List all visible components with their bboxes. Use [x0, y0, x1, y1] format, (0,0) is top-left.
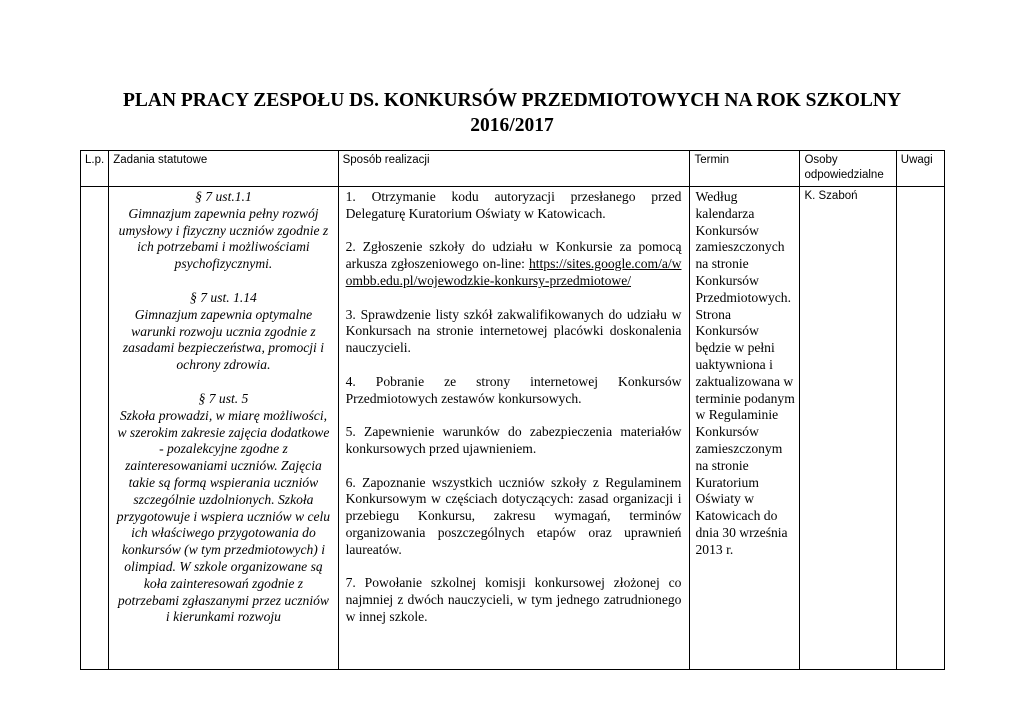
- statute-ref: § 7 ust.1.1: [195, 189, 252, 204]
- statute-text: Szkoła prowadzi, w miarę możliwości, w szerokim zakresie zajęcia dodatkowe - pozalekcyjne zgodne z zainteresowaniami uczniów. Zajęcia takie są formą wspierania uczniów szczególnie uzdolnionych. Szkoła przygotowuje i wspiera uczniów w celu ich właściwego przygotowania do konkursów (w tym przedmiotowych) i olimpiad. W szkole organizowane są koła zainteresowań zgodnie z potrzebami zgłaszanymi przez uczniów i kierunkami rozwoju: [116, 407, 331, 625]
- statute-text: Gimnazjum zapewnia optymalne warunki rozwoju ucznia zgodnie z zasadami bezpieczeństwa, promocji i ochrony zdrowia.: [122, 306, 324, 373]
- statute-ref: § 7 ust. 1.14: [190, 289, 257, 305]
- table-row: [81, 187, 945, 670]
- cell-zadania: [109, 187, 338, 670]
- statute-ref: § 7 ust. 5: [198, 390, 249, 406]
- list-item: 1. Otrzymanie kodu autoryzacji przesłanego przed Delegaturę Kuratorium Oświaty w Katowicach.: [345, 189, 682, 221]
- cell-uwagi: [896, 187, 944, 670]
- header-uwagi: Uwagi: [896, 151, 944, 187]
- statute-block-1: [115, 189, 331, 273]
- plan-table: [80, 150, 945, 670]
- header-osoby: Osoby odpowiedzialne: [800, 151, 896, 187]
- registration-link[interactable]: https://sites.google.com/a/wombb.edu.pl/wojewodzkie-konkursy-przedmiotowe/: [345, 256, 682, 288]
- table-header-row: [81, 151, 945, 187]
- title-line-1: PLAN PRACY ZESPOŁU DS. KONKURSÓW PRZEDMIOTOWYCH NA ROK SZKOLNY: [122, 90, 902, 111]
- cell-termin: Według kalendarza Konkursów zamieszczonych na stronie Konkursów Przedmiotowych. Strona Konkursów będzie w pełni uaktywniona i zaktualizowana w terminie podanym w Regulaminie Konkursów zamieszczonym na stronie Kuratorium Oświaty w Katowicach do dnia 30 września 2013 r.: [690, 187, 800, 670]
- list-item: 7. Powołanie szkolnej komisji konkursowej złożonej co najmniej z dwóch nauczycieli, w tym jednego zatrudnionego w innej szkole.: [345, 575, 682, 624]
- header-sposob: Sposób realizacji: [338, 151, 690, 187]
- list-item-text: 2. Zgłoszenie szkoły do udziału w Konkursie za pomocą arkusza zgłoszeniowego on-line:: [345, 239, 682, 272]
- statute-text: Gimnazjum zapewnia pełny rozwój umysłowy i fizyczny uczniów zgodnie z ich potrzebami i możliwościami psychofizycznymi.: [118, 205, 329, 272]
- header-termin: Termin: [690, 151, 800, 187]
- cell-sposob: [338, 187, 690, 670]
- list-item: [346, 239, 682, 289]
- cell-osoby: K. Szaboń: [800, 187, 896, 670]
- title-line-2: 2016/2017: [470, 115, 554, 136]
- cell-lp: [81, 187, 109, 670]
- statute-block-2: [115, 290, 331, 374]
- list-item: 5. Zapewnienie warunków do zabezpieczenia materiałów konkursowych przed ujawnieniem.: [345, 424, 682, 456]
- header-zadania: Zadania statutowe: [109, 151, 338, 187]
- list-item: 3. Sprawdzenie listy szkół zakwalifikowanych do udziału w Konkursach na stronie internetowej placówki doskonalenia nauczycieli.: [345, 306, 682, 356]
- header-lp: L.p.: [81, 151, 109, 187]
- statute-block-3: [115, 391, 331, 626]
- list-item: 4. Pobranie ze strony internetowej Konkursów Przedmiotowych zestawów konkursowych.: [345, 373, 682, 406]
- list-item: 6. Zapoznanie wszystkich uczniów szkoły z Regulaminem Konkursowym w częściach dotyczących: zasad organizacji i przebiegu Konkursu, zakresu wymagań, terminów organizowania poszczególnych etapów oraz uprawnień laureatów.: [345, 474, 682, 557]
- page-title: [0, 88, 1024, 138]
